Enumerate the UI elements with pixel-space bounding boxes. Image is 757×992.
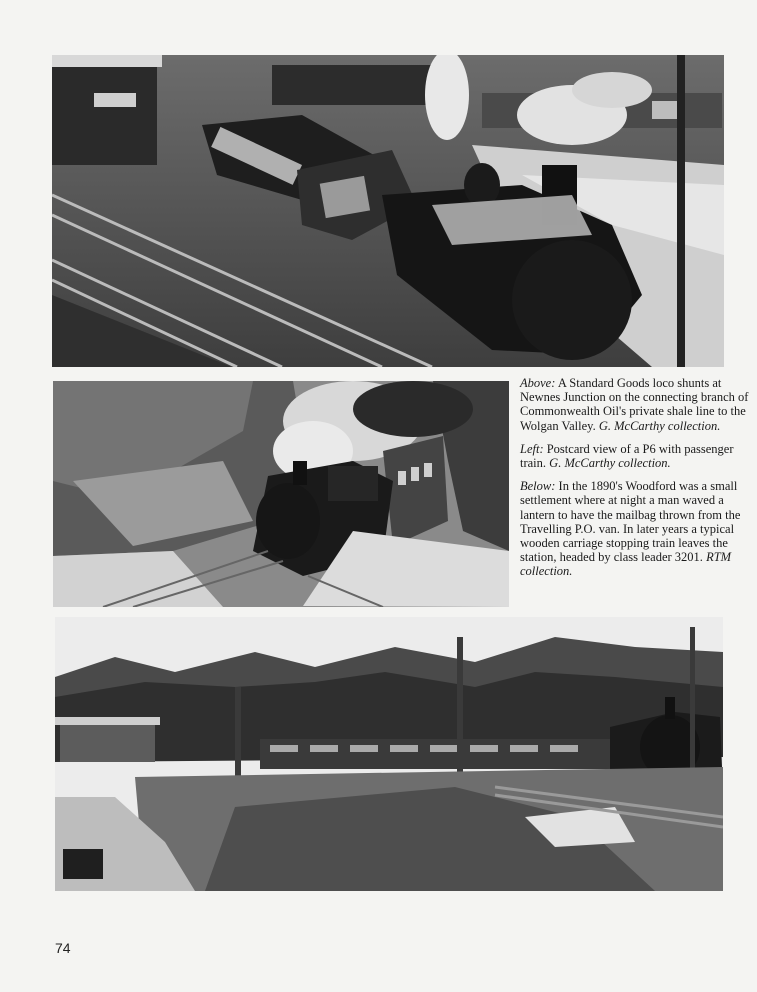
photo-woodford-station-image: [55, 617, 723, 891]
photo-p6-postcard: [53, 381, 509, 607]
caption-left: [520, 442, 756, 470]
caption-text: In the 1890's Woodford was a small settlement where at night a man waved a lantern to have the mailbag thrown from the Travelling P.O. van. In later years a typical wooden carriage stopping train leaves the station, headed by class leader 3201.: [520, 479, 741, 565]
caption-credit: G. McCarthy collection.: [598, 418, 721, 433]
caption-lead: Below:: [520, 479, 556, 494]
caption-credit: G. McCarthy collection.: [549, 456, 671, 471]
caption-lead: Left:: [520, 441, 544, 456]
captions-column: [520, 376, 756, 588]
caption-below: [520, 479, 756, 578]
photo-newnes-junction-image: [52, 55, 724, 367]
photo-p6-postcard-image: [53, 381, 509, 607]
caption-above: [520, 376, 756, 433]
caption-credit: RTM collection.: [520, 550, 732, 579]
photo-newnes-junction: [52, 55, 724, 367]
photo-woodford-station: [55, 617, 723, 891]
caption-text: Postcard view of a P6 with passenger train.: [520, 441, 734, 471]
caption-text: A Standard Goods loco shunts at Newnes Junction on the connecting branch of Commonwealth Oil's private shale line to the Wolgan Valley.: [520, 376, 749, 433]
caption-lead: Above:: [520, 376, 556, 390]
page-number: 74: [55, 940, 71, 956]
